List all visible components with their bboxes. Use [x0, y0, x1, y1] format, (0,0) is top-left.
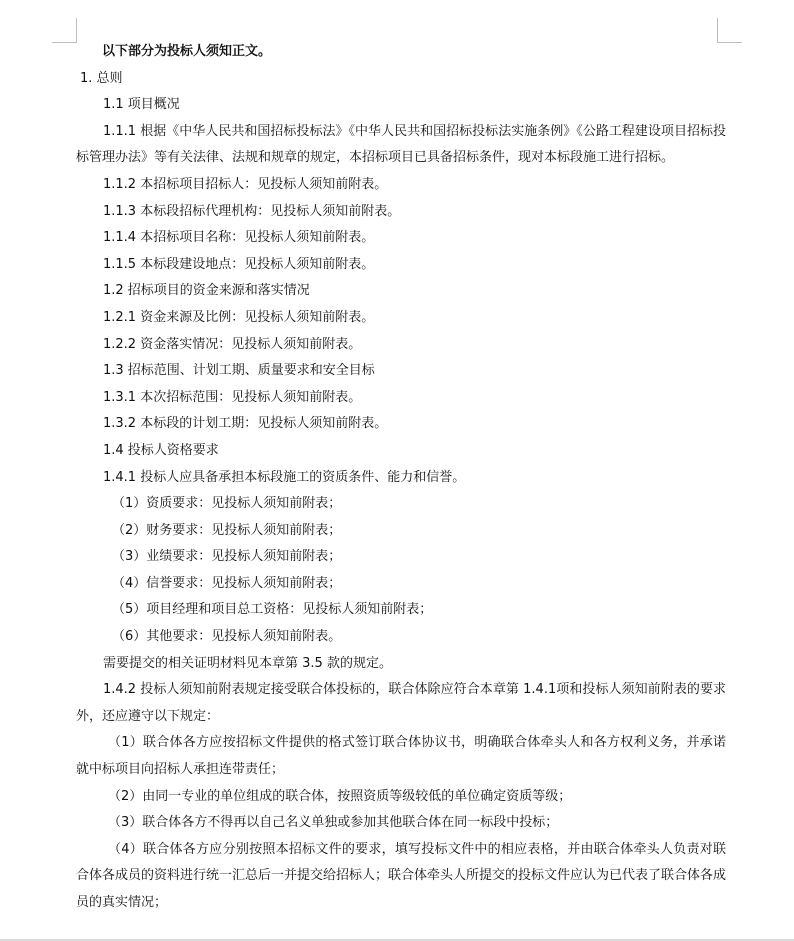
- paragraph: 需要提交的相关证明材料见本章第 3.5 款的规定。: [103, 655, 392, 671]
- list-item: （4）信誉要求：见投标人须知前附表；: [112, 575, 342, 591]
- list-item: （2）由同一专业的单位组成的联合体，按照资质等级较低的单位确定资质等级；: [108, 788, 572, 804]
- paragraph: 1.3.1 本次招标范围：见投标人须知前附表。: [103, 389, 362, 405]
- paragraph: 1.2.1 资金来源及比例：见投标人须知前附表。: [103, 309, 375, 325]
- paragraph: 1.2.2 资金落实情况：见投标人须知前附表。: [103, 336, 362, 352]
- subsection-heading: 1.4 投标人资格要求: [103, 442, 219, 458]
- paragraph: 1.1.3 本标段招标代理机构：见投标人须知前附表。: [103, 203, 401, 219]
- subsection-heading: 1.2 招标项目的资金来源和落实情况: [103, 283, 310, 299]
- paragraph: 1.1.5 本标段建设地点：见投标人须知前附表。: [103, 256, 375, 272]
- paragraph: 1.1.4 本招标项目名称：见投标人须知前附表。: [103, 230, 375, 246]
- list-item: （5）项目经理和项目总工资格：见投标人须知前附表；: [112, 602, 433, 618]
- paragraph: 1.3.2 本标段的计划工期：见投标人须知前附表。: [103, 416, 388, 432]
- top-left-corner-mark: [52, 18, 77, 43]
- list-item: （4）联合体各方应分别按照本招标文件的要求，填写投标文件中的相应表格，并由联合体牵头人负责对联合体各成员的资料进行统一汇总后一并提交给招标人；联合体牵头人所提交的投标文件应认为已代表了联合体各成员的真实情况；: [76, 841, 727, 910]
- paragraph: 1.1.2 本招标项目招标人：见投标人须知前附表。: [103, 176, 388, 192]
- list-item: （1）资质要求：见投标人须知前附表；: [112, 496, 342, 512]
- list-item: （3）业绩要求：见投标人须知前附表；: [112, 549, 342, 565]
- subsection-heading: 1.1 项目概况: [103, 97, 180, 113]
- list-item: （3）联合体各方不得再以自己名义单独或参加其他联合体在同一标段中投标；: [108, 815, 559, 831]
- paragraph: 1.4.1 投标人应具备承担本标段施工的资质条件、能力和信誉。: [103, 469, 466, 485]
- list-item: （6）其他要求：见投标人须知前附表。: [112, 629, 342, 645]
- subsection-heading: 1.3 招标范围、计划工期、质量要求和安全目标: [103, 363, 375, 379]
- document-body: [76, 39, 726, 917]
- paragraph: 1.4.2 投标人须知前附表规定接受联合体投标的，联合体除应符合本章第 1.4.1项和投标人须知前附表的要求外，还应遵守以下规定：: [76, 682, 726, 724]
- list-item: （2）财务要求：见投标人须知前附表；: [112, 522, 342, 538]
- list-item: （1）联合体各方应按招标文件提供的格式签订联合体协议书，明确联合体牵头人和各方权利义务，并承诺就中标项目向招标人承担连带责任；: [76, 735, 726, 778]
- section-heading: 1. 总则: [80, 70, 123, 86]
- paragraph: 1.1.1 根据《中华人民共和国招标投标法》《中华人民共和国招标投标法实施条例》《公路工程建设项目招标投标管理办法》等有关法律、法规和规章的规定，本招标项目已具备招标条件，现对本标段施工进行招标。: [76, 123, 726, 166]
- document-title: 以下部分为投标人须知正文。: [102, 44, 272, 59]
